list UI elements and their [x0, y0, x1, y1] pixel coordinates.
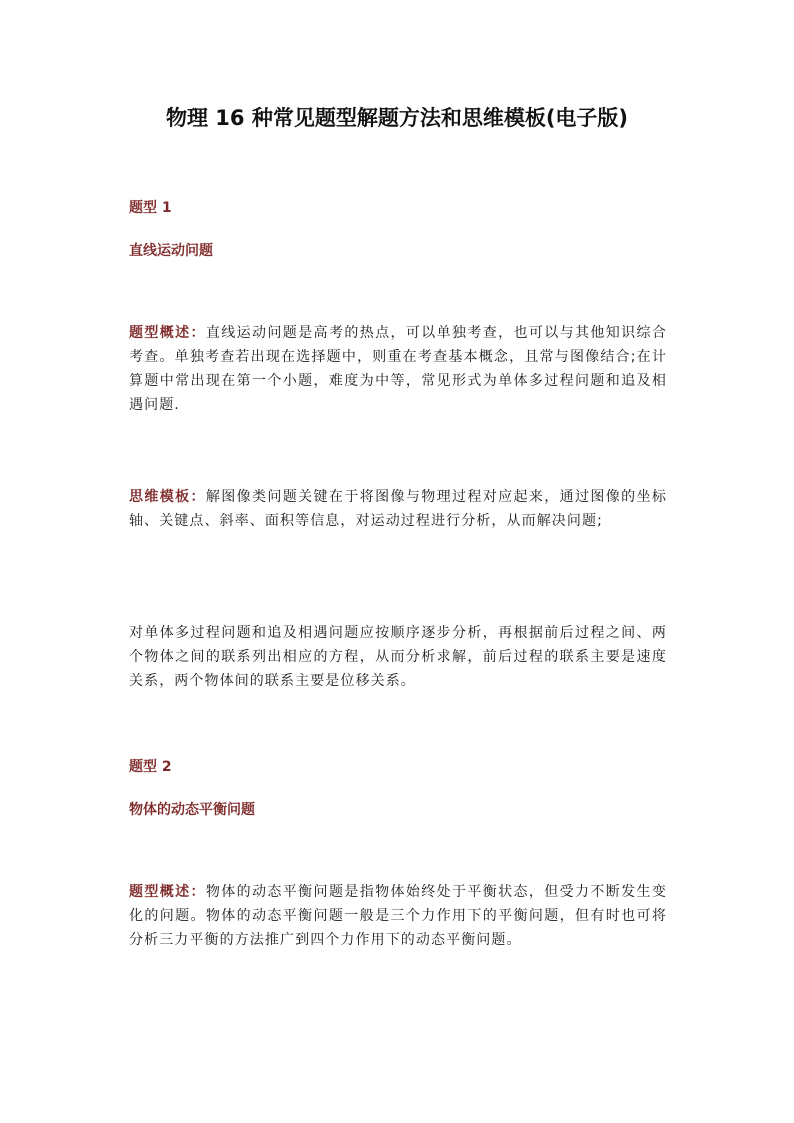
section-1-subtitle: 直线运动问题	[129, 243, 213, 259]
section-2-overview-text: 物体的动态平衡问题是指物体始终处于平衡状态，但受力不断发生变化的问题。物体的动态平衡问题一般是三个力作用下的平衡问题，但有时也可将分析三力平衡的方法推广到四个力作用下的动态平衡问题。	[129, 884, 668, 948]
section-2-subtitle: 物体的动态平衡问题	[129, 802, 255, 818]
section-2-overview-lead: 题型概述：	[129, 884, 206, 900]
section-1-template-paragraph	[129, 485, 667, 533]
document-title: 物理 16 种常见题型解题方法和思维模板(电子版)	[165, 106, 629, 130]
section-1-overview-text: 直线运动问题是高考的热点，可以单独考查，也可以与其他知识综合考查。单独考查若出现在选择题中，则重在考查基本概念，且常与图像结合;在计算题中常出现在第一个小题，难度为中等，常见形式为单体多过程问题和追及相遇问题.	[129, 325, 668, 413]
section-2-overview-paragraph	[129, 880, 667, 952]
section-1-label: 题型 1	[129, 200, 172, 216]
section-2-label: 题型 2	[129, 759, 172, 775]
section-1-overview-paragraph	[129, 321, 667, 417]
section-1-extra-paragraph: 对单体多过程问题和追及相遇问题应按顺序逐步分析，再根据前后过程之间、两个物体之间的联系列出相应的方程，从而分析求解，前后过程的联系主要是速度关系，两个物体间的联系主要是位移关系。	[129, 625, 667, 689]
section-1-overview-lead: 题型概述：	[129, 325, 206, 341]
section-1-template-lead: 思维模板：	[129, 489, 206, 505]
section-1-template-text: 解图像类问题关键在于将图像与物理过程对应起来，通过图像的坐标轴、关键点、斜率、面积等信息，对运动过程进行分析，从而解决问题;	[129, 489, 668, 529]
